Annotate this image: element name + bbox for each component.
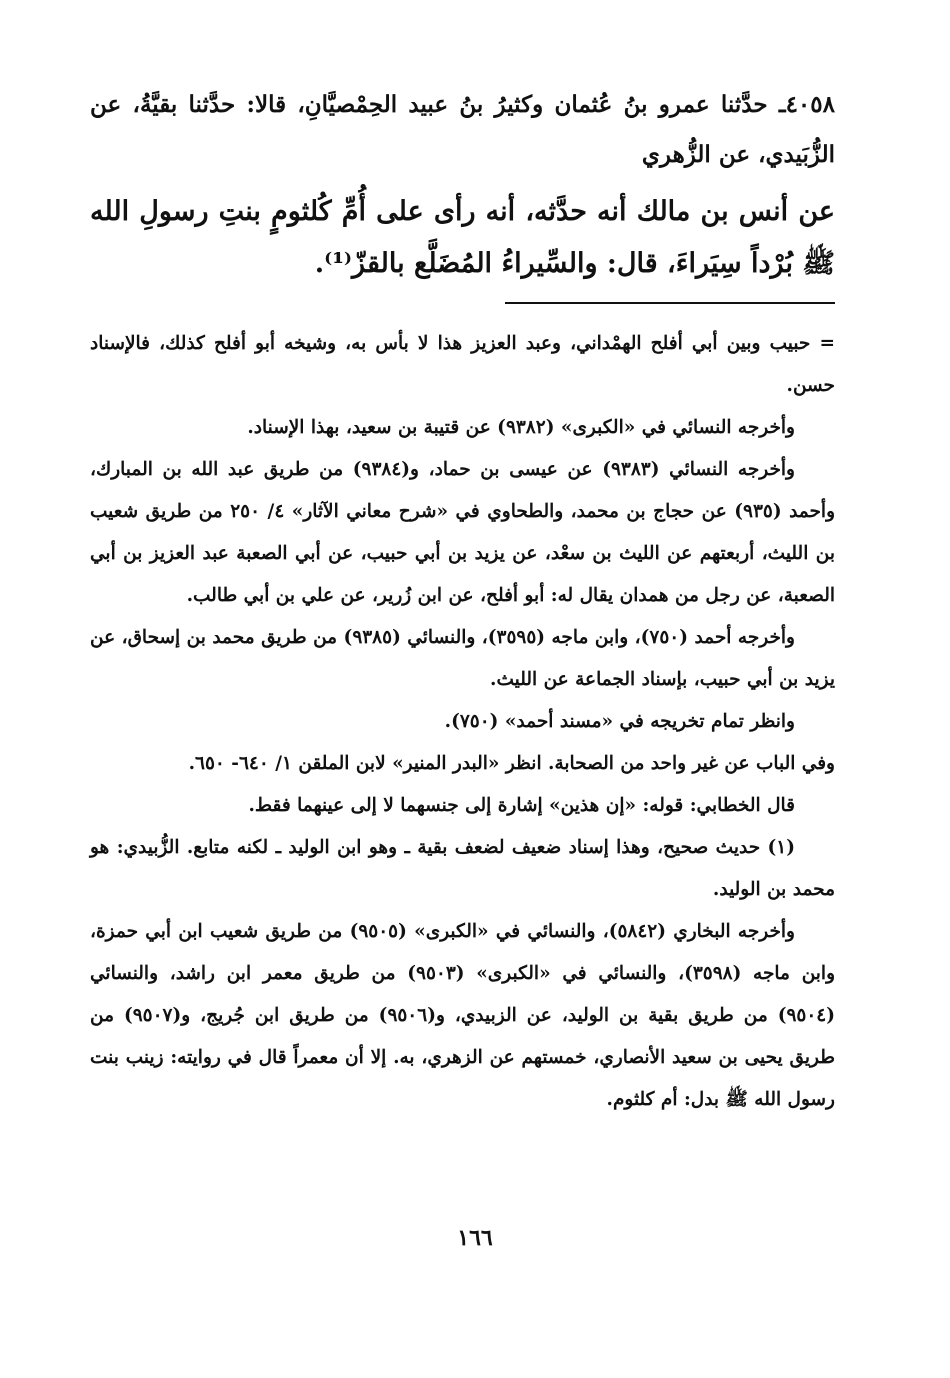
footnote-paragraph: وانظر تمام تخريجه في «مسند أحمد» (٧٥٠). bbox=[444, 711, 795, 732]
footnote-paragraph: وأخرجه النسائي (٩٣٨٣) عن عيسى بن حماد، و(٩٣٨٤) من طريق عبد الله بن المبارك، وأحمد (٩٣٥) عن حجاج بن محمد، والطحاوي في «شرح معاني الآثار» ٤/ ٢٥٠ من طريق شعيب بن الليث، أربعتهم عن الليث بن سعْد، عن يزيد بن أبي حبيب، عن أبي الصعبة عبد العزيز بن أبي الصعبة، عن رجل من همدان يقال له: أبو أفلح، عن ابن زُرير، عن علي بن أبي طالب. bbox=[90, 459, 836, 606]
footnote-paragraph: (١) حديث صحيح، وهذا إسناد ضعيف لضعف بقية ـ وهو ابن الوليد ـ لكنه متابع. الزُّبيدي: هو محمد بن الوليد. bbox=[90, 837, 835, 900]
footnote-paragraph: وفي الباب عن غير واحد من الصحابة. انظر «البدر المنير» لابن الملقن ١/ ٦٤٠- ٦٥٠. bbox=[188, 753, 835, 774]
hadith-isnad: ٤٠٥٨ـ حدَّثنا عمرو بنُ عُثمان وكثيرُ بنُ عبيد الحِمْصيَّانِ، قالا: حدَّثنا بقيَّةُ، عن الزُّبَيدي، عن الزُّهري bbox=[90, 91, 835, 168]
hadith-matn: عن أنس بن مالك أنه حدَّثه، أنه رأى على أُمِّ كُلثومٍ بنتِ رسولِ الله ﷺ بُرْداً سِيَراءَ، قال: والسِّيراءُ المُضَلَّع بالقزّ⁽¹⁾. bbox=[90, 196, 835, 279]
footnote-paragraph: وأخرجه أحمد (٧٥٠)، وابن ماجه (٣٥٩٥)، والنسائي (٩٣٨٥) من طريق محمد بن إسحاق، عن يزيد بن أبي حبيب، بإسناد الجماعة عن الليث. bbox=[90, 627, 835, 690]
footnote-paragraph: قال الخطابي: قوله: «إن هذين» إشارة إلى جنسهما لا إلى عينهما فقط. bbox=[248, 795, 795, 816]
footnote-paragraph: وأخرجه النسائي في «الكبرى» (٩٣٨٢) عن قتيبة بن سعيد، بهذا الإسناد. bbox=[247, 417, 795, 438]
footnote-divider bbox=[505, 302, 835, 304]
footnote-paragraph: وأخرجه البخاري (٥٨٤٢)، والنسائي في «الكبرى» (٩٥٠٥) من طريق شعيب ابن أبي حمزة، وابن ماجه (٣٥٩٨)، والنسائي في «الكبرى» (٩٥٠٣) من طريق معمر ابن راشد، والنسائي (٩٥٠٤) من طريق بقية بن الوليد، عن الزبيدي، و(٩٥٠٦) من طريق ابن جُريج، و(٩٥٠٧) من طريق يحيى بن سعيد الأنصاري، خمستهم عن الزهري، به. إلا أن معمراً قال في روايته: زينب بنت رسول الله ﷺ بدل: أم كلثوم. bbox=[90, 921, 835, 1110]
page-number: ١٦٦ bbox=[457, 1225, 493, 1251]
footnote-paragraph: = حبيب وبين أبي أفلح الهمْداني، وعبد العزيز هذا لا بأس به، وشيخه أبو أفلح كذلك، فالإسناد حسن. bbox=[90, 333, 835, 396]
footnotes-section bbox=[90, 323, 835, 1121]
